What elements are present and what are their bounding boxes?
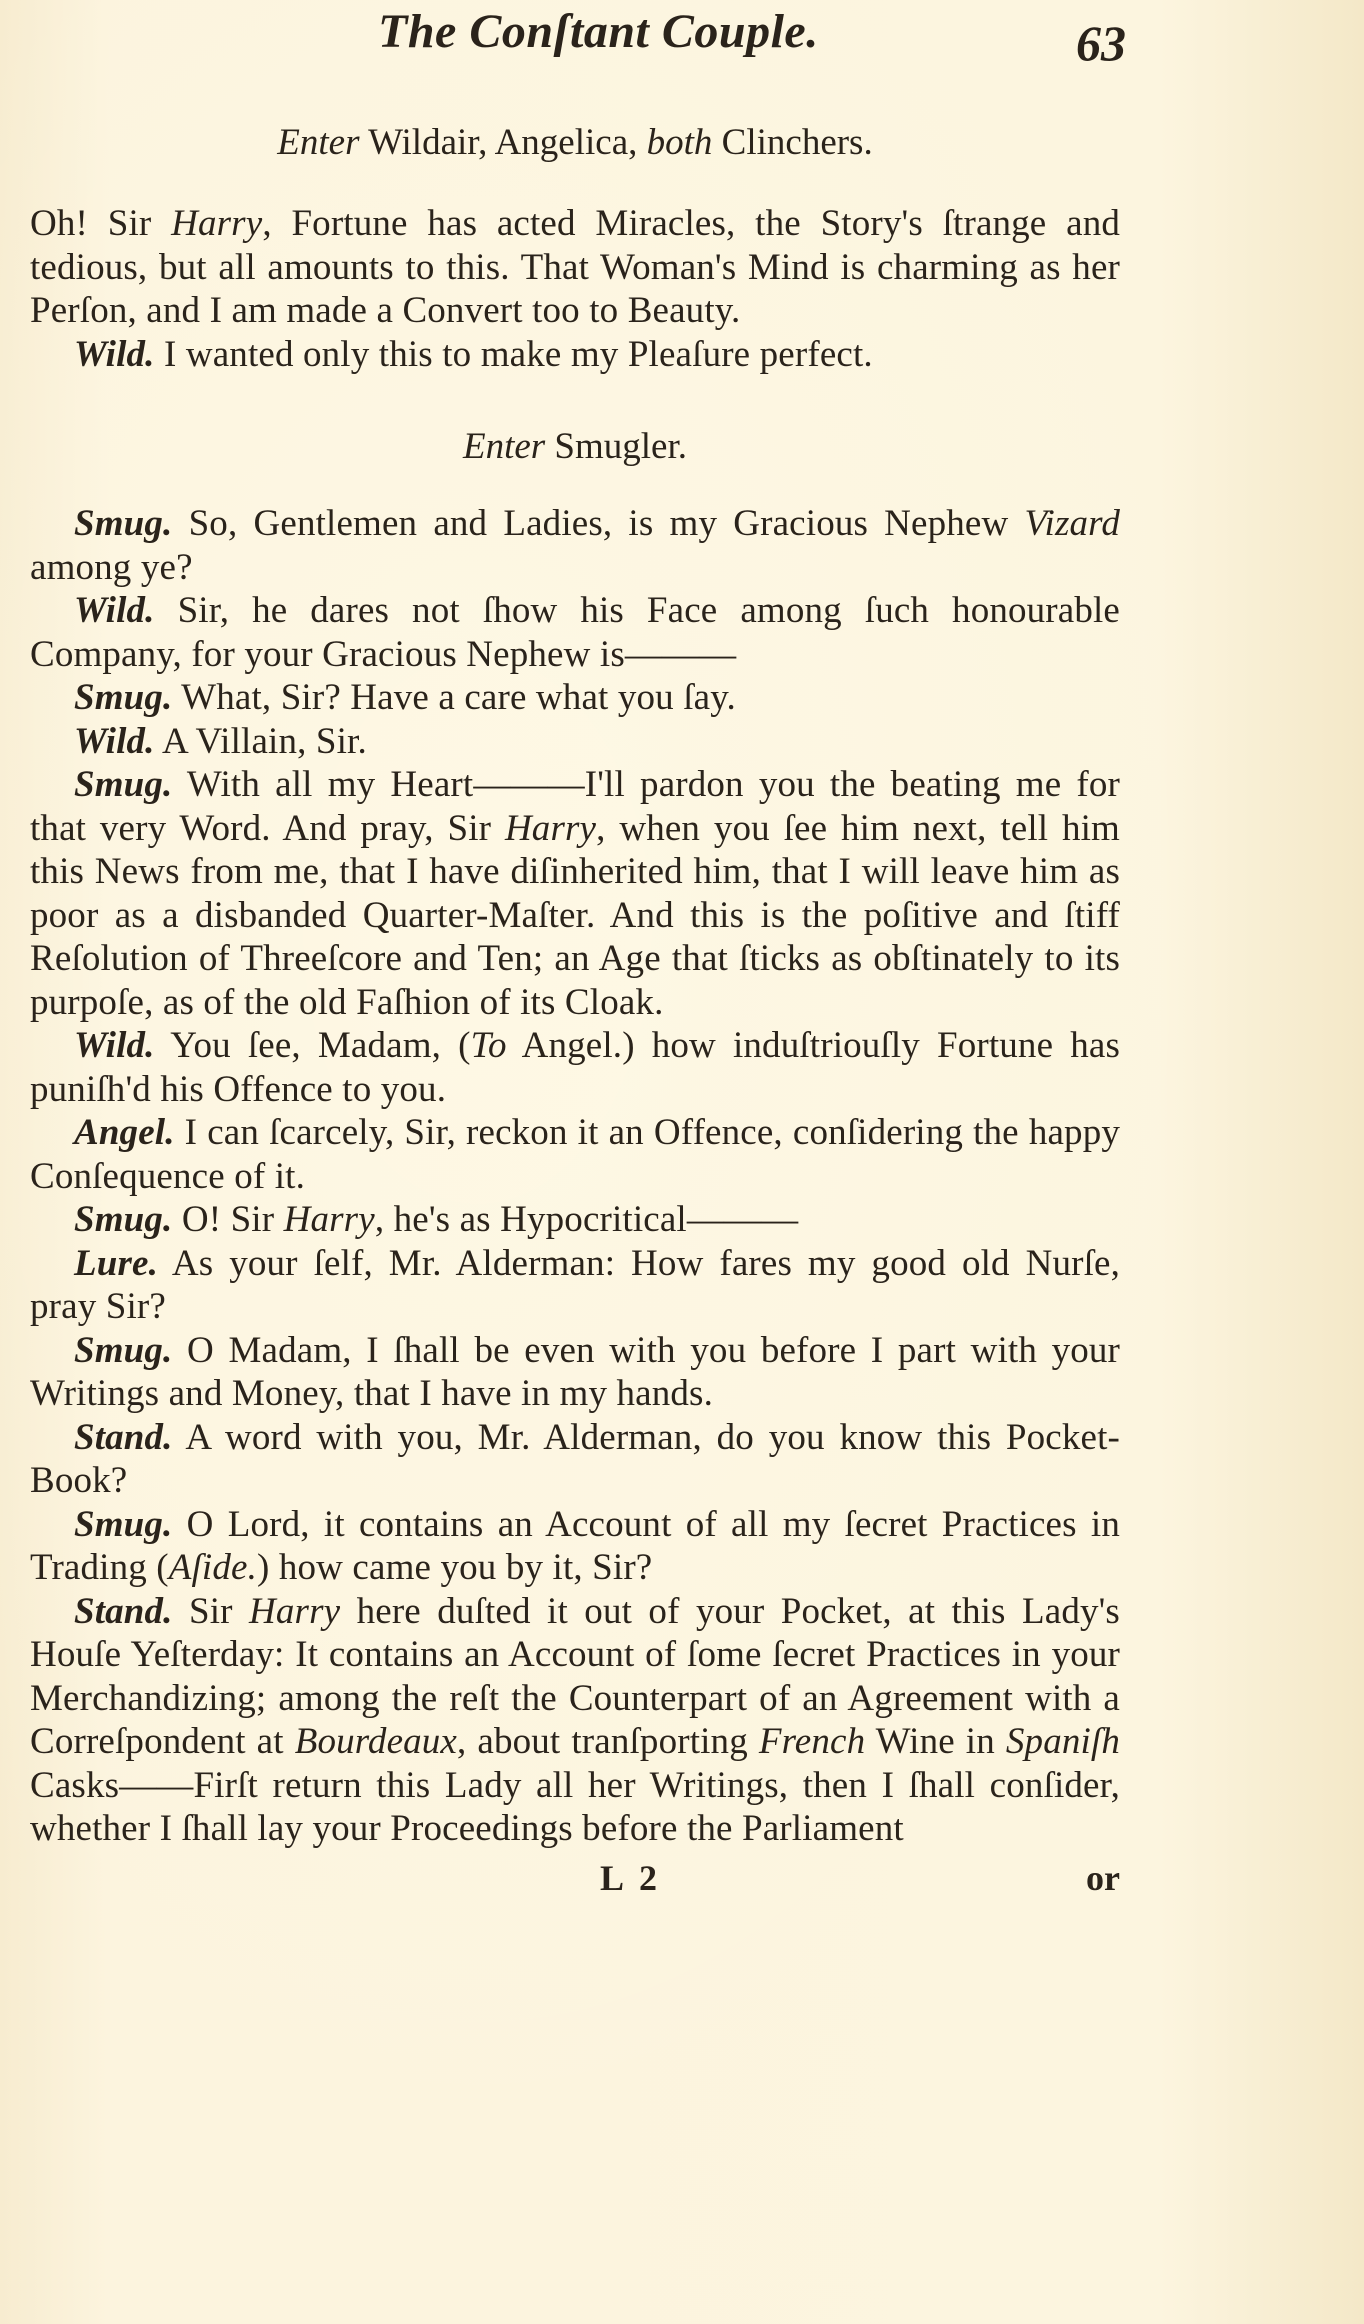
speech-italic: Spaniſh (1005, 1721, 1121, 1762)
speech-text: Casks——Firſt return this Lady all her Writings, then I ſhall conſider, whether I ſhall lay your Proceedings before the Parliament (30, 1764, 1120, 1849)
speech-13 (30, 1416, 1120, 1503)
stage-direction-enter-2 (30, 424, 1120, 470)
speech-text: Angel.) how induſtriouſly Fortune has puniſh'd his Offence to you. (30, 1025, 1120, 1110)
speaker-name: Angel. (74, 1112, 175, 1153)
speech-14 (30, 1503, 1120, 1590)
running-title: The Conſtant Couple. (378, 5, 819, 58)
signature-mark: L 2 (600, 1857, 662, 1898)
speech-text: With all my Heart———I'll pardon you the beating me for that very Word. And pray, Sir (30, 764, 1120, 849)
speech-text: I can ſcarcely, Sir, reckon it an Offence, conſidering the happy Conſequence of it. (30, 1112, 1120, 1197)
speech-3 (30, 502, 1120, 589)
speech-1 (30, 202, 1120, 333)
speech-text: A Villain, Sir. (154, 720, 367, 762)
stage-both: both (646, 122, 713, 163)
speech-text: here duſted it out of your Pocket, at this Lady's Houſe Yeſterday: It contains an Account of ſome ſecret Practices in your Merchandizing; among the reſt the Counterpart of an Agreement with a Correſpondent at (30, 1590, 1120, 1762)
speech-7 (30, 763, 1120, 1024)
speech-text: You ſee, Madam, ( (154, 1025, 471, 1066)
speech-11 (30, 1242, 1120, 1329)
speaker-name: Lure. (74, 1242, 158, 1284)
speech-5 (30, 676, 1120, 720)
speech-italic: Harry (171, 203, 263, 244)
page-footer (30, 1857, 1120, 1917)
speaker-name: Smug. (74, 677, 173, 718)
stage-names: Clinchers. (712, 122, 873, 163)
speech-text: I wanted only this to make my Pleaſure perfect. (154, 333, 873, 375)
speaker-name: Smug. (74, 1199, 173, 1240)
speech-text: Sir, he dares not ſhow his Face among ſuch honourable Company, for your Gracious Nephew is——— (30, 590, 1120, 675)
speech-text: As your ſelf, Mr. Alderman: How fares my good old Nurſe, pray Sir? (30, 1242, 1120, 1327)
speech-italic: Harry (249, 1590, 341, 1632)
page-header (30, 0, 1126, 80)
speech-italic: To (470, 1025, 507, 1066)
speaker-name: Smug. (74, 764, 173, 805)
speaker-name: Smug. (74, 1503, 173, 1545)
speech-6 (30, 720, 1120, 764)
speech-4 (30, 589, 1120, 676)
speaker-name: Smug. (74, 503, 173, 544)
speech-text: ) how came you by it, Sir? (256, 1547, 653, 1588)
speaker-name: Wild. (74, 333, 155, 375)
speaker-name: Wild. (74, 590, 155, 631)
speech-text: , about tranſporting (457, 1721, 759, 1762)
stage-names: Smugler. (545, 426, 688, 467)
speech-text: O Madam, I ſhall be even with you before I part with your Writings and Money, that I have in my hands. (30, 1329, 1120, 1414)
stage-keyword: Enter (462, 426, 546, 467)
catchword: or (1086, 1857, 1120, 1898)
speech-text: Sir (172, 1590, 250, 1632)
speech-text: O! Sir (172, 1199, 284, 1240)
speech-italic: Vizard (1024, 503, 1120, 544)
speaker-name: Stand. (74, 1590, 173, 1632)
speaker-name: Wild. (74, 1025, 155, 1066)
stage-keyword: Enter (277, 122, 360, 163)
stage-direction-enter-1 (30, 120, 1120, 166)
speech-12 (30, 1329, 1120, 1416)
text-block (30, 0, 1126, 1917)
speech-text: , Fortune has acted Miracles, the Story's ſtrange and tedious, but all amounts to this. That Woman's Mind is charming as her Perſon, and I am made a Convert too to Beauty. (30, 203, 1120, 331)
speech-text: Wine in (865, 1721, 1006, 1762)
speech-text: A word with you, Mr. Alderman, do you know this Pocket-Book? (30, 1416, 1120, 1501)
speaker-name: Wild. (74, 720, 155, 762)
speech-italic: Bourdeaux (294, 1721, 458, 1762)
speaker-name: Stand. (74, 1416, 173, 1458)
speech-text: So, Gentlemen and Ladies, is my Gracious Nephew (172, 503, 1025, 544)
speech-9 (30, 1111, 1120, 1198)
speech-text: What, Sir? Have a care what you ſay. (172, 677, 736, 718)
speech-text: Oh! Sir (30, 203, 172, 244)
speech-text: among ye? (30, 546, 193, 588)
speech-8 (30, 1024, 1120, 1111)
speech-italic: Harry (283, 1199, 375, 1240)
speech-10 (30, 1198, 1120, 1242)
speech-text: , when you ſee him next, tell him this News from me, that I have diſinherited him, that I will leave him as poor as a disbanded Quarter-Maſter. And this is the poſitive and ſtiff Reſolution of Threeſcore and Ten; an Age that ſticks as obſtinately to its purpoſe, as of the old Faſhion of its Cloak. (30, 807, 1120, 1023)
speech-italic: French (758, 1721, 866, 1762)
speech-text: O Lord, it contains an Account of all my ſecret Practices in Trading ( (30, 1503, 1120, 1588)
speech-2 (30, 333, 1120, 377)
speech-italic: Aſide. (168, 1547, 257, 1588)
speech-text: , he's as Hypocritical——— (374, 1199, 799, 1240)
stage-names: Wildair, Angelica, (359, 122, 647, 163)
page-number: 63 (1076, 15, 1126, 71)
speech-15 (30, 1590, 1120, 1851)
speaker-name: Smug. (74, 1329, 173, 1371)
speech-italic: Harry (504, 807, 597, 849)
